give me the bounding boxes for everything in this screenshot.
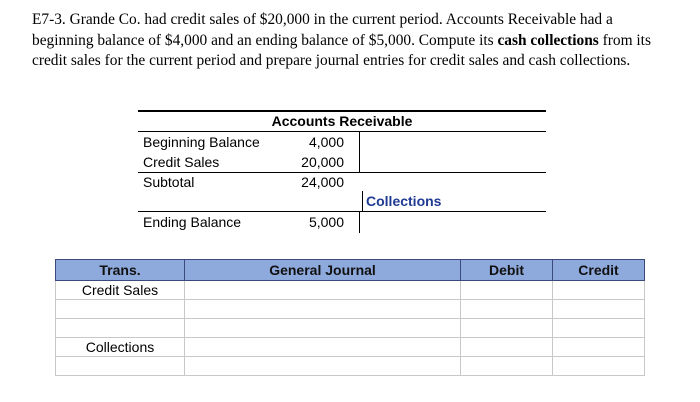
- header-general-journal: General Journal: [185, 260, 461, 281]
- general-journal-table: [55, 259, 645, 376]
- journal-row: [56, 338, 645, 357]
- trans-cell: [56, 357, 185, 376]
- credit-cell[interactable]: [553, 300, 645, 319]
- header-credit: Credit: [553, 260, 645, 281]
- credit-cell[interactable]: [553, 319, 645, 338]
- t-account-top-rule: [138, 110, 546, 112]
- credit-cell[interactable]: [553, 357, 645, 376]
- subtotal-value: 24,000: [301, 174, 344, 190]
- debit-cell[interactable]: [461, 319, 553, 338]
- journal-row: [56, 281, 645, 300]
- t-account-divider-middle: [362, 191, 363, 212]
- journal-row: [56, 357, 645, 376]
- beginning-balance-label: Beginning Balance: [143, 134, 260, 150]
- credit-cell[interactable]: [553, 281, 645, 300]
- ending-balance-value: 5,000: [308, 214, 344, 230]
- credit-cell[interactable]: [553, 338, 645, 357]
- subtotal-label: Subtotal: [143, 174, 195, 190]
- account-cell[interactable]: [185, 300, 461, 319]
- t-account-ending-rule: [138, 211, 546, 212]
- journal-row: [56, 319, 645, 338]
- beginning-balance-value: 4,000: [308, 134, 344, 150]
- t-account-divider-upper: [359, 131, 360, 172]
- t-account-divider-lower: [359, 212, 360, 233]
- credit-sales-value: 20,000: [301, 154, 344, 170]
- journal-row: [56, 300, 645, 319]
- trans-cell: [56, 319, 185, 338]
- account-cell[interactable]: [185, 281, 461, 300]
- header-debit: Debit: [461, 260, 553, 281]
- problem-outro: from its credit sales for the current period and prepare journal entries for credit sales and cash collections.: [32, 31, 651, 69]
- trans-cell: [56, 300, 185, 319]
- debit-cell[interactable]: [461, 338, 553, 357]
- account-cell[interactable]: [185, 319, 461, 338]
- credit-sales-label: Credit Sales: [143, 154, 220, 170]
- debit-cell[interactable]: [461, 357, 553, 376]
- collections-label: Collections: [366, 193, 442, 209]
- debit-cell[interactable]: [461, 281, 553, 300]
- debit-cell[interactable]: [461, 300, 553, 319]
- account-cell[interactable]: [185, 338, 461, 357]
- problem-statement: [32, 10, 672, 72]
- account-cell[interactable]: [185, 357, 461, 376]
- problem-bold: cash collections: [497, 31, 599, 49]
- trans-cell: Collections: [56, 338, 185, 357]
- t-account-title: Accounts Receivable: [271, 113, 413, 129]
- trans-cell: Credit Sales: [56, 281, 185, 300]
- journal-header-row: [56, 260, 645, 281]
- header-trans: Trans.: [56, 260, 185, 281]
- problem-intro: E7-3. Grande Co. had credit sales of $20,000 in the current period. Accounts Receivable had a beginning balance of $4,000 and an ending balance of $5,000. Compute its: [32, 11, 613, 49]
- t-account-subtotal-rule: [138, 172, 546, 173]
- t-account-header-rule: [138, 131, 546, 132]
- ending-balance-label: Ending Balance: [143, 214, 242, 230]
